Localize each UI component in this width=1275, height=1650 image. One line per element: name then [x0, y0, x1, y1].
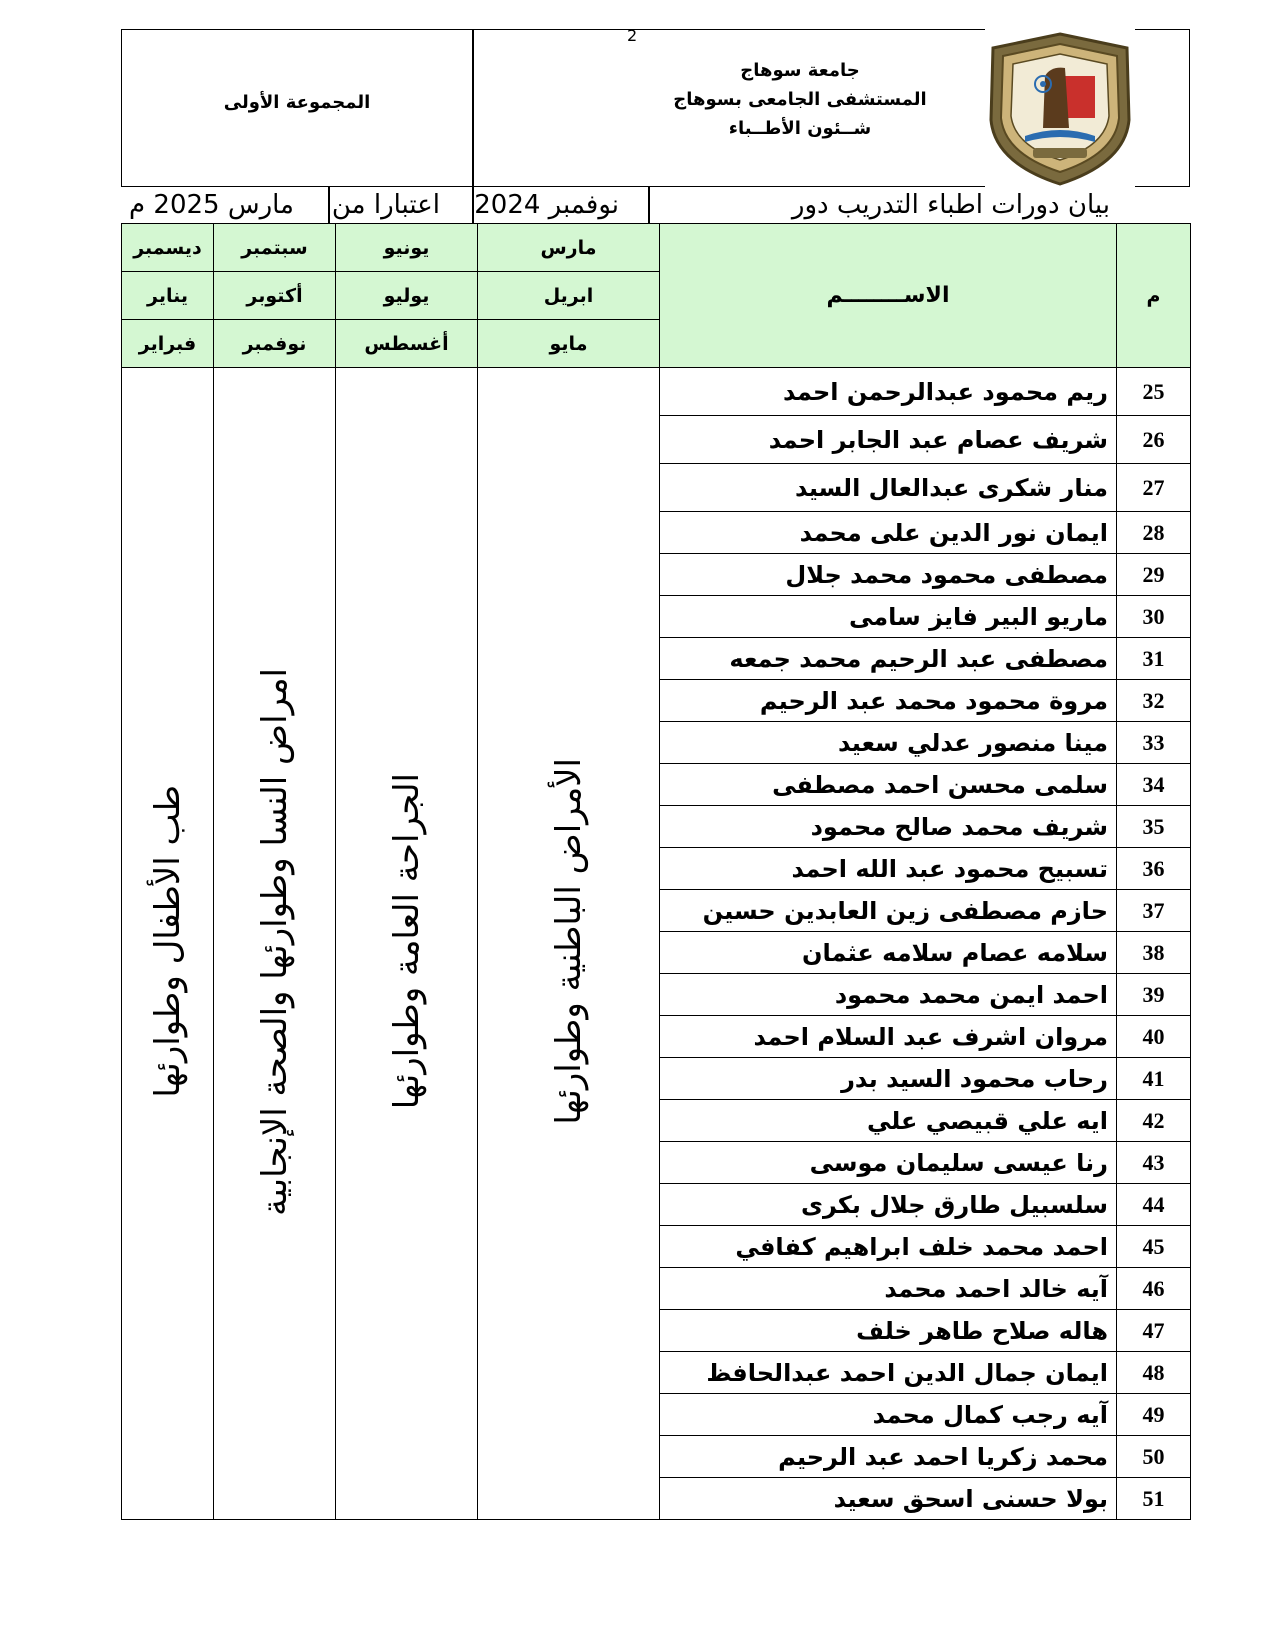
specialty-name: طب الأطفال وطوارئها — [147, 785, 188, 1098]
rotation-month-header: أغسطس — [336, 320, 478, 368]
row-number: 44 — [1117, 1184, 1191, 1226]
doctor-name: رحاب محمود السيد بدر — [660, 1058, 1117, 1100]
row-number: 29 — [1117, 554, 1191, 596]
specialty-name: امراض النسا وطوارئها والصحة الإنجابية — [254, 667, 295, 1216]
row-number: 47 — [1117, 1310, 1191, 1352]
row-number: 41 — [1117, 1058, 1191, 1100]
department-name: شــئون الأطــباء — [728, 118, 872, 139]
doctor-name: سلمى محسن احمد مصطفى — [660, 764, 1117, 806]
row-number: 33 — [1117, 722, 1191, 764]
rotation-month-header: فبراير — [122, 320, 214, 368]
hospital-name: المستشفى الجامعى بسوهاج — [673, 89, 927, 110]
schedule-label: بيان دورات اطباء التدريب دور — [791, 190, 1110, 220]
rotation-month-header: ابريل — [478, 272, 660, 320]
rotation-month-header: يناير — [122, 272, 214, 320]
header-divider — [472, 29, 474, 187]
doctor-name: ريم محمود عبدالرحمن احمد — [660, 368, 1117, 416]
doctor-name: ماريو البير فايز سامى — [660, 596, 1117, 638]
page-number: 2 — [627, 26, 638, 45]
doctor-name: بولا حسنى اسحق سعيد — [660, 1478, 1117, 1520]
row-number: 38 — [1117, 932, 1191, 974]
row-number: 34 — [1117, 764, 1191, 806]
row-number: 37 — [1117, 890, 1191, 932]
row-number: 35 — [1117, 806, 1191, 848]
doctor-name: منار شكرى عبدالعال السيد — [660, 464, 1117, 512]
row-number: 51 — [1117, 1478, 1191, 1520]
table-row — [122, 368, 1191, 416]
session-date: نوفمبر 2024 — [474, 190, 619, 220]
row-number: 46 — [1117, 1268, 1191, 1310]
row-number: 49 — [1117, 1394, 1191, 1436]
row-number: 31 — [1117, 638, 1191, 680]
title-row-divider — [328, 187, 330, 223]
specialty-cell — [122, 368, 214, 1520]
university-seal-logo — [985, 28, 1135, 190]
title-row-divider — [472, 187, 474, 223]
doctor-name: محمد زكريا احمد عبد الرحيم — [660, 1436, 1117, 1478]
doctor-name: هاله صلاح طاهر خلف — [660, 1310, 1117, 1352]
specialty-name: الجراحة العامة وطوارئها — [386, 773, 427, 1110]
group-title: المجموعة الأولى — [223, 92, 371, 113]
number-column-header: م — [1117, 224, 1191, 368]
row-number: 28 — [1117, 512, 1191, 554]
row-number: 25 — [1117, 368, 1191, 416]
doctor-name: ايه علي قبيصي علي — [660, 1100, 1117, 1142]
specialty-cell — [478, 368, 660, 1520]
rotation-month-header: يوليو — [336, 272, 478, 320]
row-number: 27 — [1117, 464, 1191, 512]
rotation-month-header: أكتوبر — [214, 272, 336, 320]
row-number: 40 — [1117, 1016, 1191, 1058]
doctor-name: مينا منصور عدلي سعيد — [660, 722, 1117, 764]
doctor-name: شريف عصام عبد الجابر احمد — [660, 416, 1117, 464]
doctor-name: مروان اشرف عبد السلام احمد — [660, 1016, 1117, 1058]
header-row — [122, 224, 1191, 272]
doctor-name: مصطفى محمود محمد جلال — [660, 554, 1117, 596]
doctor-name: آيه رجب كمال محمد — [660, 1394, 1117, 1436]
rotation-month-header: سبتمبر — [214, 224, 336, 272]
title-row-divider — [648, 187, 650, 223]
start-date: مارس 2025 م — [129, 190, 294, 220]
row-number: 45 — [1117, 1226, 1191, 1268]
schedule-title-row — [121, 187, 1190, 223]
doctor-name: مصطفى عبد الرحيم محمد جمعه — [660, 638, 1117, 680]
row-number: 36 — [1117, 848, 1191, 890]
doctor-name: ايمان نور الدين على محمد — [660, 512, 1117, 554]
doctor-name: ايمان جمال الدين احمد عبدالحافظ — [660, 1352, 1117, 1394]
doctor-name: احمد ايمن محمد محمود — [660, 974, 1117, 1016]
doctor-name: احمد محمد خلف ابراهيم كفافي — [660, 1226, 1117, 1268]
row-number: 26 — [1117, 416, 1191, 464]
doctor-name: حازم مصطفى زين العابدين حسين — [660, 890, 1117, 932]
doctor-name: آيه خالد احمد محمد — [660, 1268, 1117, 1310]
row-number: 30 — [1117, 596, 1191, 638]
row-number: 50 — [1117, 1436, 1191, 1478]
doctor-name: سلامه عصام سلامه عثمان — [660, 932, 1117, 974]
doctor-name: مروة محمود محمد عبد الرحيم — [660, 680, 1117, 722]
name-column-header: الاســــــــم — [660, 224, 1117, 368]
institution-block — [630, 56, 970, 143]
specialty-name: الأمراض الباطنية وطوارئها — [548, 758, 589, 1125]
from-label: اعتبارا من — [331, 190, 440, 220]
rotation-month-header: ديسمبر — [122, 224, 214, 272]
training-schedule-table — [121, 223, 1191, 1520]
rotation-month-header: مارس — [478, 224, 660, 272]
row-number: 32 — [1117, 680, 1191, 722]
doctor-name: شريف محمد صالح محمود — [660, 806, 1117, 848]
row-number: 43 — [1117, 1142, 1191, 1184]
university-name: جامعة سوهاج — [740, 60, 860, 81]
specialty-cell — [336, 368, 478, 1520]
rotation-month-header: نوفمبر — [214, 320, 336, 368]
rotation-month-header: مايو — [478, 320, 660, 368]
rotation-month-header: يونيو — [336, 224, 478, 272]
doctor-name: رنا عيسى سليمان موسى — [660, 1142, 1117, 1184]
doctor-name: تسبيح محمود عبد الله احمد — [660, 848, 1117, 890]
row-number: 48 — [1117, 1352, 1191, 1394]
row-number: 42 — [1117, 1100, 1191, 1142]
row-number: 39 — [1117, 974, 1191, 1016]
doctor-name: سلسبيل طارق جلال بكرى — [660, 1184, 1117, 1226]
specialty-cell — [214, 368, 336, 1520]
